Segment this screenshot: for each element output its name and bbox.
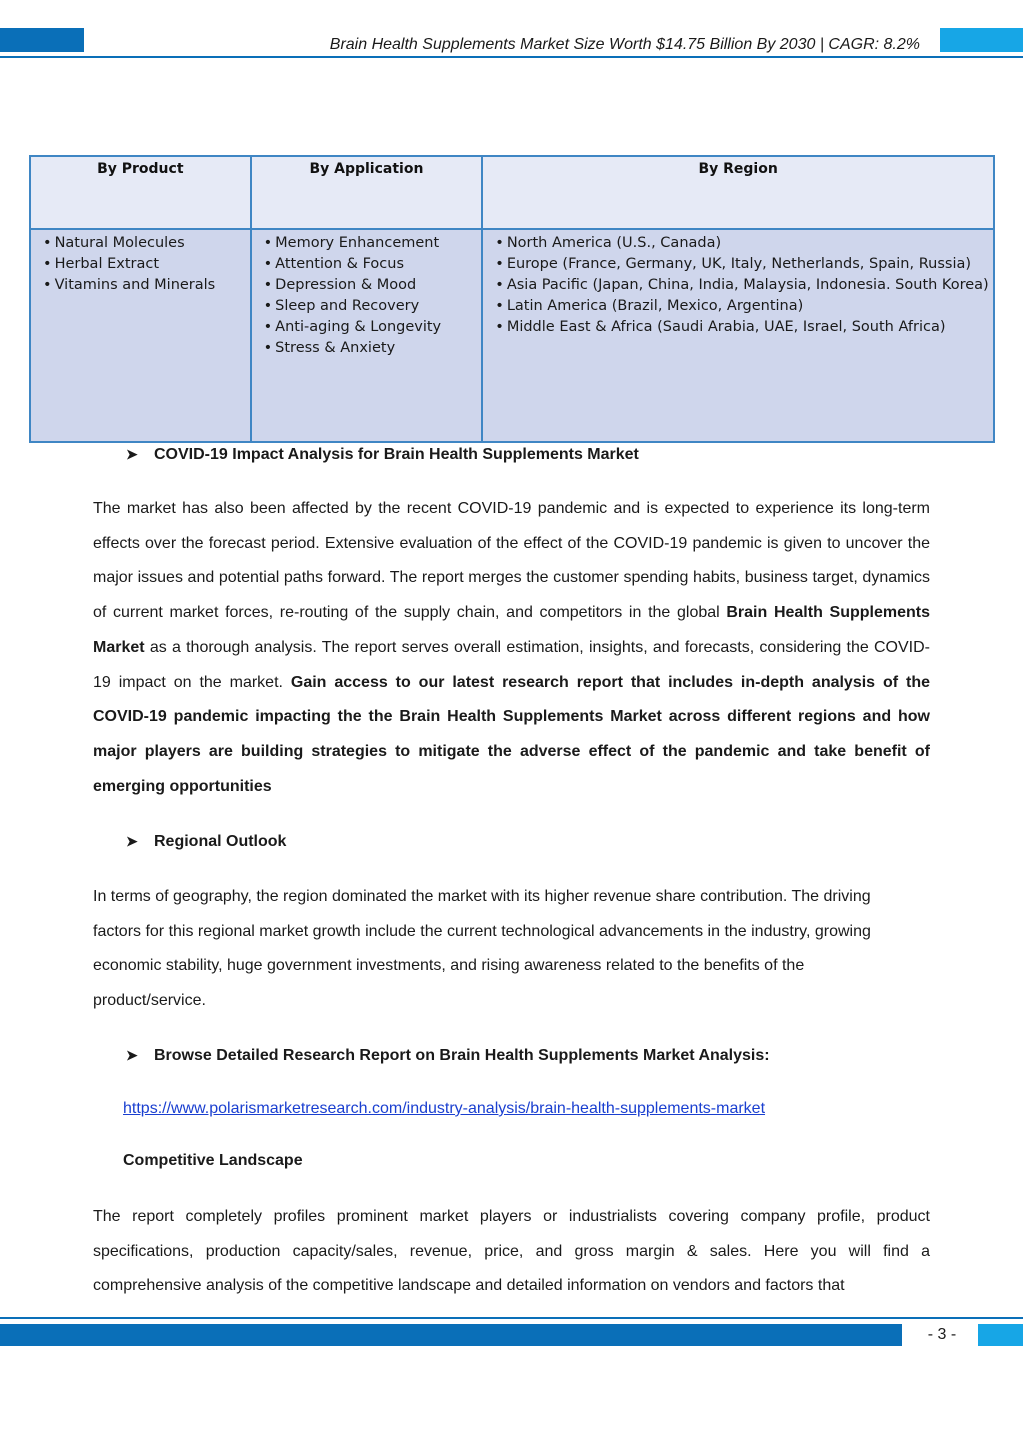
list-item: • Depression & Mood [252, 275, 482, 296]
page-header-title: Brain Health Supplements Market Size Worth $14.75 Billion By 2030 | CAGR: 8.2% [329, 36, 920, 53]
list-item: • Middle East & Africa (Saudi Arabia, UAE, Israel, South Africa) [483, 317, 993, 338]
header-accent-right [940, 28, 1023, 52]
footer-rule [0, 1317, 1023, 1319]
list-item: • Asia Pacific (Japan, China, India, Malaysia, Indonesia. South Korea) [483, 275, 993, 296]
list-item: • Sleep and Recovery [252, 296, 482, 317]
product-cell [30, 229, 251, 442]
footer-accent-right [978, 1324, 1023, 1346]
report-link[interactable]: https://www.polarismarketresearch.com/industry-analysis/brain-health-supplements-market [123, 1100, 766, 1117]
list-item: • Natural Molecules [31, 233, 250, 254]
list-item: • North America (U.S., Canada) [483, 233, 993, 254]
covid-call-to-action: Gain access to our latest research report that includes in-depth analysis of the COVID-19 pandemic impacting the the Brain Health Supplements Market across different regions and how major players are building strategies to mitigate the adverse effect of the pandemic and take benefit of emerging opportunities [93, 673, 930, 795]
covid-paragraph [93, 492, 930, 804]
regional-section-heading [126, 833, 286, 851]
browse-section-heading [126, 1047, 770, 1065]
heading-by-region: By Region [482, 156, 994, 229]
header-accent-left [0, 28, 84, 52]
list-item: • Herbal Extract [31, 254, 250, 275]
product-list [31, 233, 250, 296]
region-cell [482, 229, 994, 442]
segmentation-body-row [30, 229, 994, 442]
list-item: • Stress & Anxiety [252, 338, 482, 359]
segmentation-table [29, 155, 995, 443]
list-item: • Anti-aging & Longevity [252, 317, 482, 338]
arrow-bullet-icon: ➤ [126, 833, 138, 849]
application-cell [251, 229, 483, 442]
segmentation-header-row [30, 156, 994, 229]
region-list [483, 233, 993, 338]
regional-paragraph: In terms of geography, the region dominated the market with its higher revenue share contribution. The driving factors for this regional market growth include the current technological advancements in the industry, growing economic stability, huge government investments, and rising awareness related to the benefits of the product/service. [93, 888, 871, 1010]
page-number: - 3 - [927, 1326, 957, 1343]
covid-market-name: Brain Health Supplements Market [93, 604, 930, 656]
list-item: • Attention & Focus [252, 254, 482, 275]
covid-heading-text: COVID-19 Impact Analysis for Brain Health Supplements Market [154, 446, 639, 463]
regional-heading-text: Regional Outlook [154, 833, 287, 850]
heading-by-application: By Application [251, 156, 483, 229]
covid-text-part2: as a thorough analysis. The report serves overall estimation, insights, and forecasts, considering the COVID-19 impact on the market. [93, 638, 930, 691]
application-list [252, 233, 482, 359]
footer-bar [0, 1324, 902, 1346]
covid-section-heading [126, 446, 639, 464]
competitive-landscape-heading: Competitive Landscape [123, 1152, 303, 1169]
header-rule [0, 56, 1023, 58]
list-item: • Latin America (Brazil, Mexico, Argentina) [483, 296, 993, 317]
competitive-paragraph: The report completely profiles prominent market players or industrialists covering company profile, product specifications, production capacity/sales, revenue, price, and gross margin & sales. Here you will find a comprehensive analysis of the competitive landscape and detailed information on vendors and factors that [93, 1208, 930, 1295]
covid-text-part1: The market has also been affected by the recent COVID-19 pandemic and is expected to experience its long-term effects over the forecast period. Extensive evaluation of the effect of the COVID-19 pandemic is given to uncover the major issues and potential paths forward. The report merges the customer spending habits, business target, dynamics of current market forces, re-routing of the supply chain, and competitors in the global [93, 500, 930, 622]
list-item: • Europe (France, Germany, UK, Italy, Netherlands, Spain, Russia) [483, 254, 993, 275]
browse-heading-text: Browse Detailed Research Report on Brain Health Supplements Market Analysis: [154, 1047, 770, 1064]
list-item: • Vitamins and Minerals [31, 275, 250, 296]
heading-by-product: By Product [30, 156, 251, 229]
list-item: • Memory Enhancement [252, 233, 482, 254]
arrow-bullet-icon: ➤ [126, 1047, 138, 1063]
arrow-bullet-icon: ➤ [126, 446, 138, 462]
